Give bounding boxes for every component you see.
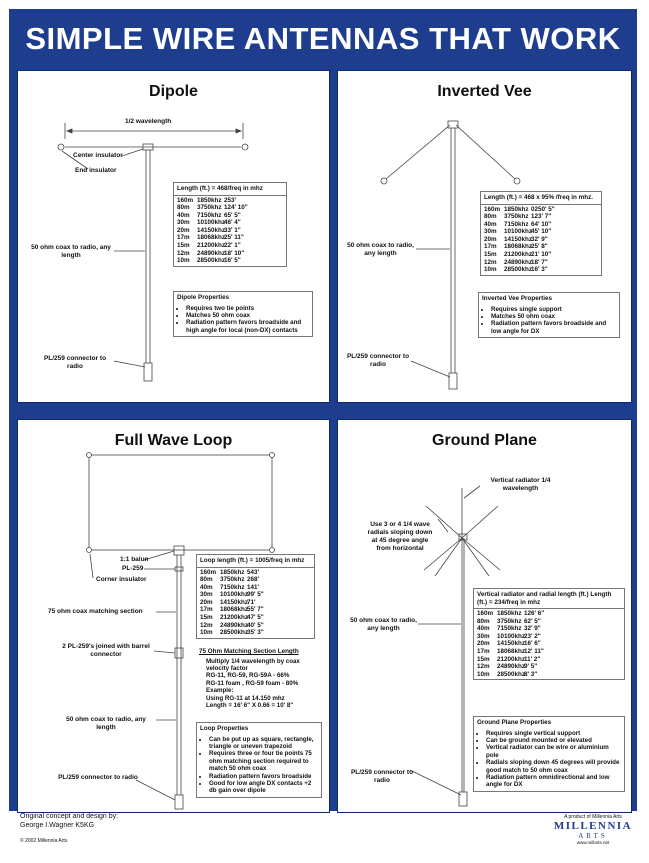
frequency-cell: 3750khz xyxy=(504,213,529,221)
band-cell: 17m xyxy=(477,647,490,655)
length-cell: 25' 8" xyxy=(531,243,548,251)
table-row xyxy=(484,213,598,221)
table-row xyxy=(200,614,311,622)
frequency-cell: 21200khz xyxy=(497,655,526,663)
length-cell: 543' xyxy=(247,568,260,576)
table-row xyxy=(477,671,621,679)
frequency-cell: 14150khz xyxy=(197,226,226,234)
length-cell: 141' xyxy=(247,583,260,591)
property-item: • Vertical radiator can be wire or aluminium pole xyxy=(486,744,620,759)
table-row xyxy=(477,656,621,664)
length-cell: 21' 10" xyxy=(531,251,552,259)
credit-line-2: George I.Wagner K5KG xyxy=(20,821,95,829)
table-row xyxy=(177,219,283,227)
property-item: • Requires single vertical support xyxy=(486,730,620,737)
property-item: • Radiation pattern favors broadside and high angle for local (non-DX) contacts xyxy=(186,319,308,334)
length-table xyxy=(480,191,602,276)
length-cell: 126' 6" xyxy=(524,610,545,617)
band-cell: 17m xyxy=(484,243,497,251)
coax-label: 50 ohm coax to radio, any length xyxy=(31,244,111,259)
coax-label: 50 ohm coax to radio, any length xyxy=(350,617,417,632)
connector-label: PL/259 connector to radio xyxy=(346,353,410,368)
length-cell: 40' 5" xyxy=(247,621,264,629)
length-cell: 32' 9" xyxy=(531,235,548,243)
frequency-cell: 24890khz xyxy=(504,258,533,266)
table-row xyxy=(484,206,598,214)
radials-label: Use 3 or 4 1/4 wave radials sloping down at 45 degree angle from horizontal xyxy=(367,521,433,552)
properties-list xyxy=(474,729,624,791)
table-row xyxy=(484,259,598,267)
frequency-cell: 28500khz xyxy=(497,670,526,678)
length-cell: 8' 3" xyxy=(524,670,538,678)
band-cell: 30m xyxy=(484,228,497,236)
properties-header: Dipole Properties xyxy=(177,294,230,301)
property-item: • Requires single support xyxy=(491,306,615,313)
connector-label: PL/259 connector to radio xyxy=(58,774,138,781)
matching-line: RG-11, RG-59, RG-59A - 66% xyxy=(206,672,290,680)
band-cell: 160m xyxy=(484,205,501,213)
matching-header: 75 Ohm Matching Section Length xyxy=(199,648,299,655)
length-cell: 16' 6" xyxy=(524,640,541,648)
band-cell: 40m xyxy=(477,625,490,633)
matching-line: RG-11 foam , RG-59 foam - 80% xyxy=(206,679,299,687)
properties-list xyxy=(174,304,312,337)
coax-label: 50 ohm coax to radio, any length xyxy=(66,716,146,731)
band-cell: 160m xyxy=(200,568,217,576)
table-row xyxy=(200,599,311,607)
frequency-cell: 3750khz xyxy=(197,204,222,212)
frequency-cell: 28500khz xyxy=(197,257,226,265)
table-row xyxy=(484,243,598,251)
brand-tag: A product of Millennia Arts xyxy=(564,814,622,820)
table-row xyxy=(200,606,311,614)
length-cell: 18' 10" xyxy=(224,249,245,257)
table-row xyxy=(484,251,598,259)
table-row xyxy=(484,221,598,229)
panel-title: Full Wave Loop xyxy=(114,432,233,449)
property-item: • Radiation pattern omnidirectional and low angle for DX xyxy=(486,774,620,789)
matching-line: Length = 16' 6" X 0.66 = 10' 8" xyxy=(206,701,294,709)
properties-box xyxy=(173,291,313,337)
connector-label: PL/259 connector to radio xyxy=(350,769,414,784)
pl259-label: PL-259 xyxy=(122,565,144,572)
property-item: • Requires three or four tie points 75 ohm matching section required to match 50 ohm coax xyxy=(209,750,317,772)
matching-section-label: 75 ohm coax matching section xyxy=(48,608,143,615)
matching-section-box xyxy=(196,646,320,709)
band-cell: 17m xyxy=(200,606,213,614)
length-cell: 55' 7" xyxy=(247,606,264,614)
panel-title: Inverted Vee xyxy=(437,83,532,100)
band-cell: 17m xyxy=(177,234,190,242)
length-cell: 253' xyxy=(224,196,237,204)
brand-arts: ARTS xyxy=(578,832,608,840)
property-item: • Matches 50 ohm coax xyxy=(491,313,615,320)
property-item: • Can be put up as square, rectangle, triangle or uneven trapezoid xyxy=(209,736,317,751)
panel-ground-plane xyxy=(337,419,632,813)
band-cell: 10m xyxy=(177,257,190,265)
band-cell: 12m xyxy=(484,258,497,266)
frequency-cell: 1850khz xyxy=(197,196,222,204)
band-cell: 12m xyxy=(477,663,490,671)
length-cell: 268' xyxy=(247,576,260,584)
band-cell: 12m xyxy=(200,621,213,629)
coax-label: 50 ohm coax to radio, any length xyxy=(347,242,414,257)
title-bar xyxy=(9,14,637,64)
band-cell: 10m xyxy=(477,670,490,678)
matching-line: Multiply 1/4 wavelength by coax xyxy=(206,657,300,665)
table-row xyxy=(177,242,283,250)
table-row xyxy=(484,228,598,236)
frequency-cell: 3750khz xyxy=(497,617,522,625)
length-cell: 22' 1" xyxy=(224,242,241,250)
table-row xyxy=(200,622,311,630)
length-rows xyxy=(481,205,601,275)
frequency-cell: 1850khz xyxy=(504,205,529,213)
property-item: • Radiation pattern favors broadside xyxy=(209,773,317,780)
frequency-cell: 18068khz xyxy=(504,243,533,251)
frequency-cell: 7150khz xyxy=(220,583,245,591)
property-item: • Requires two tie points xyxy=(186,305,308,312)
properties-header: Ground Plane Properties xyxy=(477,719,552,726)
band-cell: 20m xyxy=(200,598,213,606)
band-cell: 10m xyxy=(200,629,213,637)
table-row xyxy=(484,236,598,244)
half-wave-label: 1/2 wavelength xyxy=(125,118,172,125)
frequency-cell: 14150khz xyxy=(497,640,526,648)
table-row xyxy=(177,204,283,212)
frequency-cell: 1850khz xyxy=(220,568,245,576)
frequency-cell: 24890khz xyxy=(197,249,226,257)
frequency-cell: 21200khz xyxy=(504,251,533,259)
length-cell: 35' 3" xyxy=(247,629,264,637)
panel-title: Ground Plane xyxy=(432,432,537,449)
matching-line: Example: xyxy=(206,687,234,695)
length-cell: 32' 9" xyxy=(524,625,541,633)
frequency-cell: 24890khz xyxy=(497,663,526,671)
frequency-cell: 24890khz xyxy=(220,621,249,629)
table-row xyxy=(177,234,283,242)
properties-list xyxy=(197,735,321,797)
panel-title: Dipole xyxy=(149,83,198,100)
copyright: © 2002 Millennia Arts xyxy=(20,838,68,844)
band-cell: 160m xyxy=(477,610,494,617)
length-cell: 18' 7" xyxy=(531,258,548,266)
connector-label: PL/259 connector to radio xyxy=(43,355,107,370)
frequency-cell: 3750khz xyxy=(220,576,245,584)
table-row xyxy=(477,648,621,656)
matching-line: velocity factor xyxy=(206,664,248,672)
matching-lines xyxy=(196,658,320,710)
table-row xyxy=(177,250,283,258)
frequency-cell: 10100khz xyxy=(504,228,533,236)
table-row xyxy=(477,625,621,633)
balun-label: 1:1 balun xyxy=(120,556,149,563)
frequency-cell: 1850khz xyxy=(497,610,522,617)
table-row xyxy=(200,591,311,599)
properties-list xyxy=(479,305,619,338)
table-row xyxy=(177,257,283,265)
length-cell: 46' 4" xyxy=(224,219,241,227)
length-cell: 9' 5" xyxy=(524,663,538,671)
frequency-cell: 18068khz xyxy=(497,647,526,655)
frequency-cell: 14150khz xyxy=(504,235,533,243)
table-row xyxy=(177,227,283,235)
frequency-cell: 28500khz xyxy=(504,266,533,274)
brand-name: MILLENNIA xyxy=(553,820,633,832)
frequency-cell: 7150khz xyxy=(197,211,222,219)
length-table-header: Loop length (ft.) = 1005/freq in mhz xyxy=(197,555,314,568)
length-cell: 47' 5" xyxy=(247,614,264,622)
band-cell: 80m xyxy=(477,617,490,625)
band-cell: 15m xyxy=(477,655,490,663)
table-row xyxy=(177,212,283,220)
center-insulator-label: Center insulator xyxy=(73,152,123,159)
band-cell: 12m xyxy=(177,249,190,257)
length-table-header: Vertical radiator and radial length (ft.) Length (ft.) = 234/freq in mhz xyxy=(474,589,624,609)
properties-header: Inverted Vee Properties xyxy=(482,295,552,302)
poster-title: SIMPLE WIRE ANTENNAS THAT WORK xyxy=(25,21,621,56)
length-cell: 65' 5" xyxy=(224,211,241,219)
properties-box xyxy=(196,722,322,798)
length-table xyxy=(473,588,625,680)
frequency-cell: 7150khz xyxy=(497,625,522,633)
band-cell: 40m xyxy=(200,583,213,591)
length-rows xyxy=(474,609,624,679)
length-cell: 0250' 5" xyxy=(531,205,555,213)
frequency-cell: 10100khz xyxy=(220,591,249,599)
table-row xyxy=(477,633,621,641)
length-cell: 71' xyxy=(247,598,256,606)
band-cell: 160m xyxy=(177,196,194,204)
end-insulator-label: End insulator xyxy=(75,167,117,174)
properties-header: Loop Properties xyxy=(200,725,249,732)
band-cell: 40m xyxy=(177,211,190,219)
corner-insulator-label: Corner insulator xyxy=(96,576,147,583)
length-cell: 124' 10" xyxy=(224,204,248,212)
frequency-cell: 14150khz xyxy=(220,598,249,606)
table-row xyxy=(200,576,311,584)
table-row xyxy=(200,629,311,637)
length-cell: 25' 11" xyxy=(224,234,244,242)
band-cell: 40m xyxy=(484,220,497,228)
property-item: • Can be ground mounted or elevated xyxy=(486,737,620,744)
length-cell: 45' 10" xyxy=(531,228,552,236)
frequency-cell: 10100khz xyxy=(497,632,526,640)
band-cell: 30m xyxy=(477,632,490,640)
band-cell: 15m xyxy=(484,251,497,259)
frequency-cell: 10100khz xyxy=(197,219,226,227)
length-cell: 62' 5" xyxy=(524,617,541,625)
band-cell: 80m xyxy=(200,576,213,584)
band-cell: 15m xyxy=(177,242,190,250)
length-cell: 12' 11" xyxy=(524,647,544,655)
table-row xyxy=(477,640,621,648)
publisher-logo xyxy=(548,814,638,845)
length-rows xyxy=(197,568,314,638)
length-cell: 33' 1" xyxy=(224,226,241,234)
panel-full-wave-loop xyxy=(17,419,330,813)
band-cell: 20m xyxy=(177,226,190,234)
length-cell: 99' 5" xyxy=(247,591,264,599)
length-table-header: Length (ft.) = 468/freq in mhz xyxy=(174,183,286,196)
band-cell: 10m xyxy=(484,266,497,274)
properties-box xyxy=(478,292,620,338)
length-cell: 11' 2" xyxy=(524,655,541,663)
length-table xyxy=(173,182,287,267)
brand-url: www.millarts.net xyxy=(576,840,610,845)
table-row xyxy=(200,584,311,592)
frequency-cell: 18068khz xyxy=(220,606,249,614)
length-cell: 23' 2" xyxy=(524,632,541,640)
properties-box xyxy=(473,716,625,792)
table-row xyxy=(177,197,283,205)
table-row xyxy=(477,663,621,671)
band-cell: 30m xyxy=(200,591,213,599)
frequency-cell: 21200khz xyxy=(197,242,226,250)
frequency-cell: 28500khz xyxy=(220,629,249,637)
property-item: • Good for low angle DX contacts +2 db gain over dipole xyxy=(209,780,317,795)
length-rows xyxy=(174,196,286,266)
length-cell: 16' 5" xyxy=(224,257,241,265)
length-table-header: Length (ft.) = 468 x 95% /freq in mhz. xyxy=(481,192,601,205)
barrel-connector-label: 2 PL-259's joined with barrel connector xyxy=(62,643,150,658)
band-cell: 20m xyxy=(484,235,497,243)
radiator-label: Vertical radiator 1/4 wavelength xyxy=(490,477,551,492)
property-item: • Radials sloping down 45 degrees will provide good match to 50 ohm coax xyxy=(486,759,620,774)
band-cell: 80m xyxy=(177,204,190,212)
table-row xyxy=(477,610,621,618)
band-cell: 80m xyxy=(484,213,497,221)
band-cell: 30m xyxy=(177,219,190,227)
frequency-cell: 7150khz xyxy=(504,220,529,228)
frequency-cell: 18068khz xyxy=(197,234,226,242)
length-cell: 123' 7" xyxy=(531,213,552,221)
panel-dipole xyxy=(17,70,330,403)
length-cell: 16' 3" xyxy=(531,266,548,274)
length-table xyxy=(196,554,315,639)
table-row xyxy=(484,266,598,274)
property-item: • Radiation pattern favors broadside and low angle for DX xyxy=(491,320,615,335)
band-cell: 20m xyxy=(477,640,490,648)
matching-line: Using RG-11 at 14.150 mhz xyxy=(206,694,285,702)
table-row xyxy=(477,618,621,626)
design-credit xyxy=(20,813,118,830)
table-row xyxy=(200,569,311,577)
band-cell: 15m xyxy=(200,614,213,622)
panel-inverted-vee xyxy=(337,70,632,403)
property-item: • Matches 50 ohm coax xyxy=(186,312,308,319)
length-cell: 64' 10" xyxy=(531,220,552,228)
credit-line-1: Original concept and design by: xyxy=(20,813,119,820)
frequency-cell: 21200khz xyxy=(220,614,249,622)
